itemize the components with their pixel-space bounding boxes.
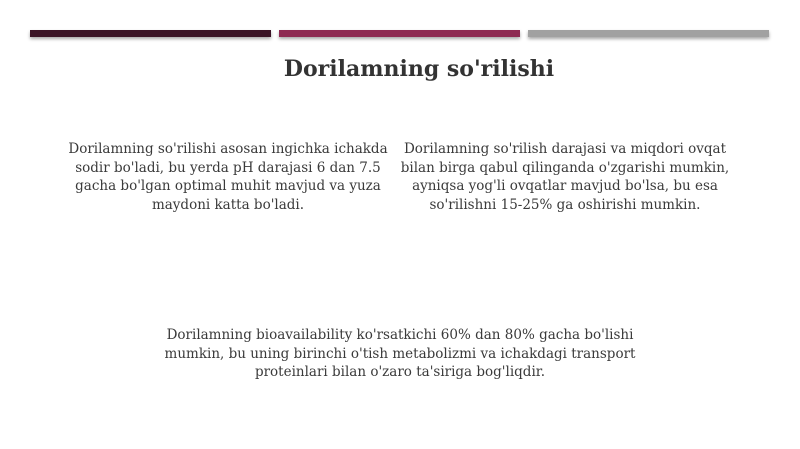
slide-title: Dorilamning so'rilishi <box>283 56 555 82</box>
accent-bar-magenta <box>279 30 520 37</box>
accent-bar-dark-plum <box>30 30 271 37</box>
paragraph-right: Dorilamning so'rilish darajasi va miqdori ovqat bilan birga qabul qilinganda o'zgarishi mumkin, ayniqsa yog'li ovqatlar mavjud bo'lsa, bu esa so'rilishni 15-25% ga oshirishi mumkin. <box>400 141 730 213</box>
paragraph-bottom: Dorilamning bioavailability ko'rsatkichi 60% dan 80% gacha bo'lishi mumkin, bu uning birinchi o'tish metabolizmi va ichakdagi transport proteinlari bilan o'zaro ta'siriga bog'liqdir. <box>164 327 636 380</box>
paragraph-left: Dorilamning so'rilishi asosan ingichka ichakda sodir bo'ladi, bu yerda pH darajasi 6 dan 7.5 gacha bo'lgan optimal muhit mavjud va yuza maydoni katta bo'ladi. <box>68 141 388 213</box>
accent-bar-gray <box>528 30 769 37</box>
